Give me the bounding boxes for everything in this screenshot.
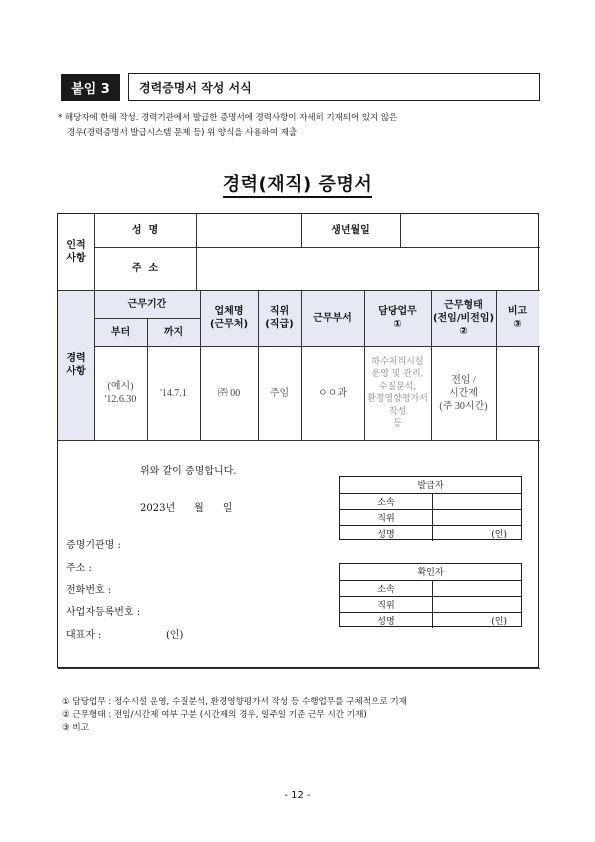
certifying-org-label: 증명기관명 :: [66, 540, 121, 551]
document-title: [0, 170, 595, 196]
form-heading: 경력증명서 작성 서식: [128, 73, 540, 101]
remark-label: 비고 ③: [496, 290, 539, 346]
example-department: ㅇㅇ과: [318, 387, 347, 399]
footnote-3: ③ 비고: [62, 723, 90, 733]
example-duty: 하수처리시설 운영 및 관리, 수질분석, 환경영향평가서 작성 등: [367, 356, 428, 429]
work-type-label: 근무형태 (전임/비전임) ②: [431, 290, 496, 346]
work-period-label: 근무기간: [94, 290, 200, 318]
address-label: 주 소: [131, 263, 159, 274]
confirmer-name-label: 성명: [340, 613, 433, 628]
instruction-note: [58, 111, 543, 141]
certify-date: 2023년 월 일: [140, 503, 233, 514]
issuer-table: [339, 476, 522, 540]
confirmer-dept-label: 소속: [340, 581, 433, 596]
note-line-2: 경우(경력증명서 발급시스템 문제 등) 위 양식을 사용하여 제출: [67, 128, 297, 138]
issuer-seal: (인): [491, 530, 507, 540]
issuer-position-label: 직위: [340, 510, 433, 525]
org-address-label: 주소 :: [66, 563, 92, 574]
issuer-name-label: 성명: [340, 526, 433, 541]
phone-label: 전화번호 :: [66, 585, 112, 596]
example-to: '14.7.1: [160, 387, 187, 399]
example-company: ㈜ 00: [217, 387, 241, 399]
period-from-label: 부터: [94, 318, 147, 346]
issuer-title: 발급자: [417, 481, 444, 491]
document-title-text: 경력(재직) 증명서: [223, 174, 372, 198]
note-line-1: * 해당자에 한해 작성. 경력기관에서 발급한 증명서에 경력사항이 자세히 기재되어 있지 않은: [58, 113, 398, 123]
footnotes: [62, 696, 407, 735]
department-label: 근무부서: [301, 290, 364, 346]
footnote-1: ① 담당업무 : 정수시설 운영, 수질분석, 환경영향평가서 작성 등 수행업무를 구체적으로 기재: [62, 697, 407, 707]
example-from: (예시) '12.6.30: [104, 381, 137, 405]
representative-label: 대표자 :: [66, 630, 102, 641]
identity-section-label: 인적 사항: [66, 240, 86, 264]
position-label: 직위 (직급): [258, 290, 301, 346]
period-to-label: 까지: [147, 318, 200, 346]
birthdate-label: 생년월일: [331, 225, 370, 236]
issuer-dept-label: 소속: [340, 494, 433, 509]
confirmer-table: [339, 563, 522, 627]
confirmer-title: 확인자: [417, 568, 444, 578]
confirmer-position-label: 직위: [340, 597, 433, 612]
footnote-2: ② 근무형태 : 전임/시간제 여부 구분 (시간제의 경우, 일주일 기준 근무 시간 기재): [62, 710, 367, 720]
page-number: - 12 -: [284, 790, 311, 801]
certify-statement: 위와 같이 증명합니다.: [140, 466, 237, 477]
confirmer-seal: (인): [491, 617, 507, 627]
example-position: 주임: [269, 387, 290, 399]
name-label: 성 명: [131, 225, 159, 236]
representative-seal: (인): [166, 630, 184, 641]
attachment-tag: 붙임 3: [61, 74, 120, 101]
example-work-type: 전임 / 시간제 (주 30시간): [439, 374, 488, 412]
business-number-label: 사업자등록번호 :: [66, 607, 141, 618]
duty-label: 담당업무 ①: [364, 290, 431, 346]
company-label: 업체명 (근무처): [200, 290, 258, 346]
career-section-label: 경력 사항: [58, 290, 94, 440]
